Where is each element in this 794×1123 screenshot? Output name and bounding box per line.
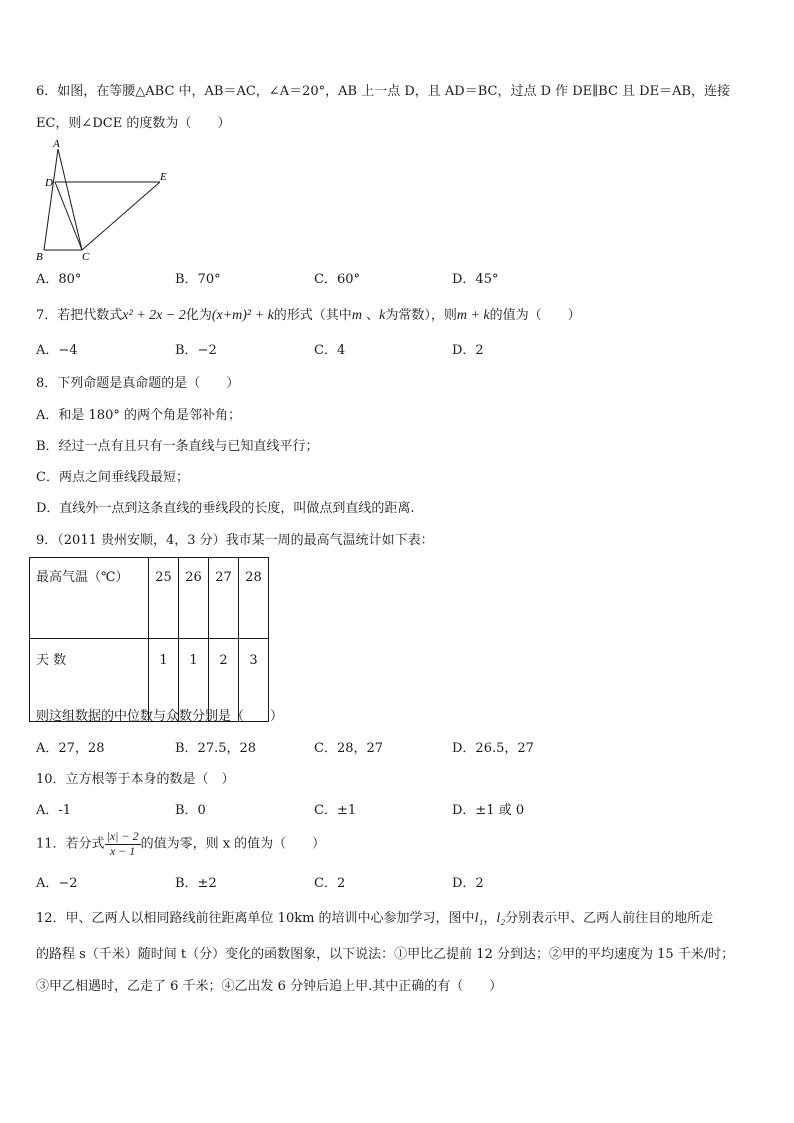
temp-cell: 27 <box>209 558 239 639</box>
q7-option-d: D．2 <box>452 343 484 358</box>
q6-stem-line1: 6．如图，在等腰△ABC 中，AB＝AC，∠A＝20°，AB 上一点 D，且 AD＝BC，过点 D 作 DE∥BC 且 DE＝AB，连接 <box>36 84 731 99</box>
days-cell: 3 <box>239 639 269 722</box>
q11-option-d: D．2 <box>452 876 484 891</box>
q12-stem-line3: ③甲乙相遇时，乙走了 6 千米；④乙出发 6 分钟后追上甲.其中正确的有（ ） <box>36 979 503 994</box>
q9-stem: 9．（2011 贵州安顺，4，3 分）我市某一周的最高气温统计如下表： <box>36 533 434 548</box>
q9-option-b: B．27.5，28 <box>175 741 257 756</box>
q7-stem: 7．若把代数式x² + 2x − 2化为(x+m)² + k的形式（其中m 、k为常数），则m + k的值为（ ） <box>36 308 581 323</box>
label-d: D <box>45 177 53 189</box>
q7-expr2: (x+m)² + k <box>211 308 274 323</box>
q10-option-c: C．±1 <box>314 803 357 818</box>
q6-triangle-figure <box>34 136 184 266</box>
q7-option-c: C．4 <box>314 343 346 358</box>
row-label-temp: 最高气温（℃） <box>30 558 149 639</box>
q6-option-d: D．45° <box>452 272 499 287</box>
q8-choice-d: D．直线外一点到这条直线的垂线段的长度，叫做点到直线的距离. <box>36 501 415 516</box>
q6-option-c: C．60° <box>314 272 360 287</box>
days-cell: 1 <box>179 639 209 722</box>
q9-question: 则这组数据的中位数与众数分别是（ ） <box>36 709 284 724</box>
q7-option-a: A．−4 <box>36 343 78 358</box>
q12-stem-line2: 的路程 s（千米）随时间 t（分）变化的函数图象，以下说法：①甲比乙提前 12 分到达；②甲的平均速度为 15 千米/时； <box>36 947 735 962</box>
q8-choice-b: B．经过一点有且只有一条直线与已知直线平行； <box>36 439 319 454</box>
label-a: A <box>53 138 60 150</box>
q6-stem-line2: EC，则∠DCE 的度数为（ ） <box>36 116 231 131</box>
days-cell: 2 <box>209 639 239 722</box>
days-cell: 1 <box>149 639 179 722</box>
q7-expr3: m + k <box>456 308 490 323</box>
label-c: C <box>82 251 90 263</box>
q10-option-d: D．±1 或 0 <box>452 803 525 818</box>
q6-option-a: A．80° <box>36 272 82 287</box>
q10-option-b: B．0 <box>175 803 206 818</box>
q9-option-a: A．27，28 <box>36 741 105 756</box>
q8-stem: 8．下列命题是真命题的是（ ） <box>36 376 240 391</box>
temp-cell: 28 <box>239 558 269 639</box>
temp-cell: 25 <box>149 558 179 639</box>
temp-cell: 26 <box>179 558 209 639</box>
q9-option-c: C．28，27 <box>314 741 384 756</box>
q8-choice-c: C．两点之间垂线段最短； <box>36 470 189 485</box>
q11-option-c: C．2 <box>314 876 346 891</box>
q7-option-b: B．−2 <box>175 343 217 358</box>
row-label-days: 天 数 <box>30 639 149 722</box>
q9-option-d: D．26.5，27 <box>452 741 534 756</box>
label-e: E <box>160 171 167 183</box>
q7-expr1: x² + 2x − 2 <box>122 308 186 323</box>
q11-stem: 11．若分式 $\frac{|x| - 2}{x - 1}$ 的值为零，则 x 的值为（ ） <box>36 829 326 858</box>
q12-stem-line1: 12．甲、乙两人以相同路线前往距离单位 10km 的培训中心参加学习，图中l₁，l₂分别表示甲、乙两人前往目的地所走 <box>36 911 714 926</box>
q11-option-a: A．−2 <box>36 876 78 891</box>
q8-choice-a: A．和是 180° 的两个角是邻补角； <box>36 408 241 423</box>
table-row <box>30 558 269 639</box>
q10-stem: 10．立方根等于本身的数是（ ） <box>36 772 235 787</box>
label-b: B <box>36 251 43 263</box>
q6-option-b: B．70° <box>175 272 221 287</box>
q10-option-a: A．-1 <box>36 803 72 818</box>
q11-option-b: B．±2 <box>175 876 217 891</box>
q9-temperature-table <box>29 557 269 722</box>
q11-fraction: $\frac{|x| - 2}{x - 1}$ <box>106 829 139 858</box>
